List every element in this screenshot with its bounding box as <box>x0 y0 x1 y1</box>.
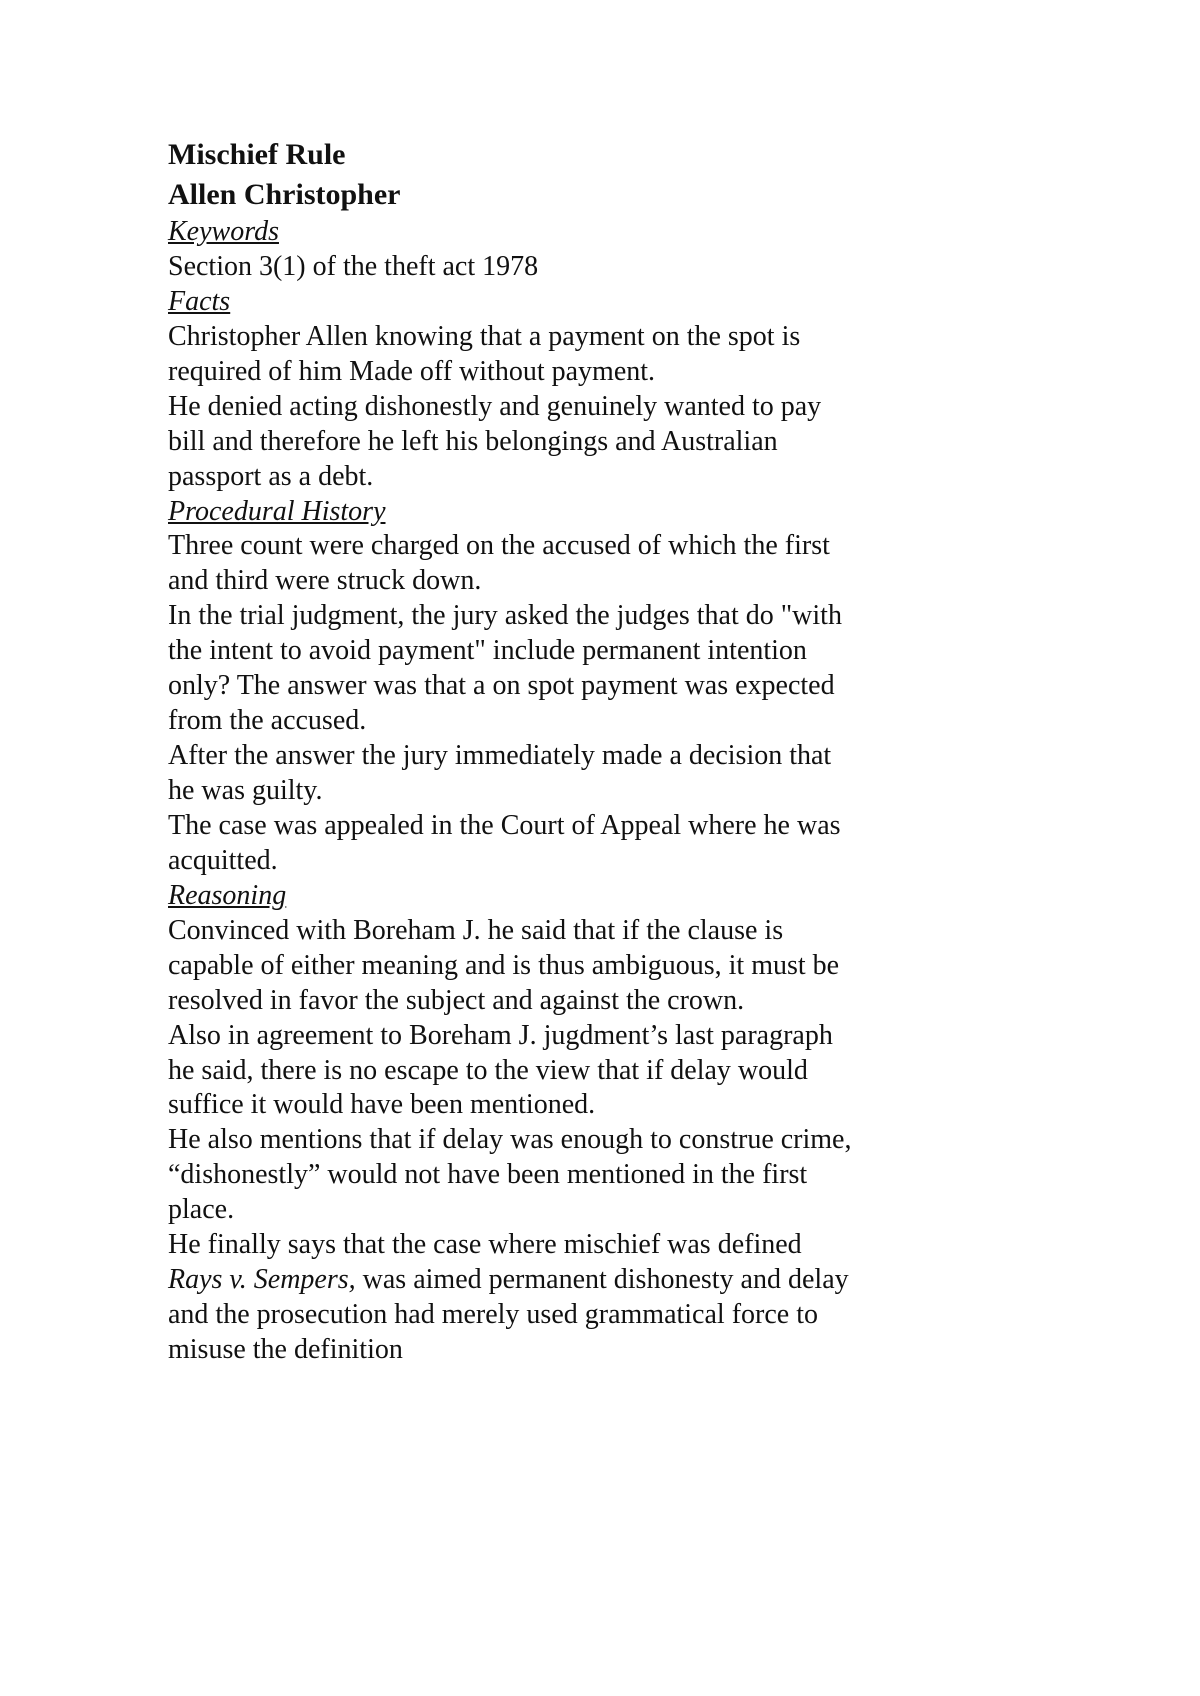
section-heading-keywords: Keywords <box>168 216 279 247</box>
text-line: Three count were charged on the accused of which the first <box>168 530 830 562</box>
text-line: He also mentions that if delay was enough to construe crime, <box>168 1124 852 1156</box>
text-line: the intent to avoid payment" include permanent intention <box>168 635 807 667</box>
text-line: and third were struck down. <box>168 565 482 597</box>
text-line: “dishonestly” would not have been mentioned in the first <box>168 1159 808 1191</box>
text-line: bill and therefore he left his belongings and Australian <box>168 425 778 457</box>
text-line: The case was appealed in the Court of Appeal where he was <box>168 809 841 841</box>
text-fragment: was aimed permanent dishonesty and delay <box>355 1264 849 1296</box>
text-line: from the accused. <box>168 705 367 737</box>
text-line: he said, there is no escape to the view that if delay would <box>168 1054 808 1086</box>
section-heading-reasoning: Reasoning <box>168 879 287 911</box>
text-line: He finally says that the case where mischief was defined <box>168 1229 802 1261</box>
text-line: suffice it would have been mentioned. <box>168 1089 596 1121</box>
document-subtitle: Allen Christopher <box>168 178 401 211</box>
text-line: resolved in favor the subject and against the crown. <box>168 984 745 1016</box>
case-name: Rays v. Sempers, <box>168 1264 356 1296</box>
text-line: required of him Made off without payment. <box>168 355 656 387</box>
text-line: misuse the definition <box>168 1334 403 1365</box>
text-line: place. <box>168 1194 235 1226</box>
text-line: only? The answer was that a on spot payment was expected <box>168 670 835 702</box>
text-line: Also in agreement to Boreham J. jugdment’s last paragraph <box>168 1019 833 1051</box>
text-line: He denied acting dishonestly and genuinely wanted to pay <box>168 390 822 422</box>
text-line: acquitted. <box>168 844 278 876</box>
text-line: capable of either meaning and is thus ambiguous, it must be <box>168 949 840 981</box>
section-heading-procedural-history: Procedural History <box>168 495 386 527</box>
document-page <box>168 135 851 1368</box>
section-heading-facts: Facts <box>168 285 231 317</box>
text-line: Convinced with Boreham J. he said that if the clause is <box>168 914 784 946</box>
document-title: Mischief Rule <box>168 138 346 171</box>
text-line: passport as a debt. <box>168 460 374 492</box>
text-line <box>168 1263 851 1298</box>
text-line: and the prosecution had merely used grammatical force to <box>168 1299 818 1331</box>
text-line: In the trial judgment, the jury asked the judges that do "with <box>168 600 842 632</box>
text-line: Christopher Allen knowing that a payment on the spot is <box>168 320 801 352</box>
text-line: Section 3(1) of the theft act 1978 <box>168 250 539 282</box>
text-line: After the answer the jury immediately made a decision that <box>168 740 832 772</box>
text-line: he was guilty. <box>168 775 323 806</box>
